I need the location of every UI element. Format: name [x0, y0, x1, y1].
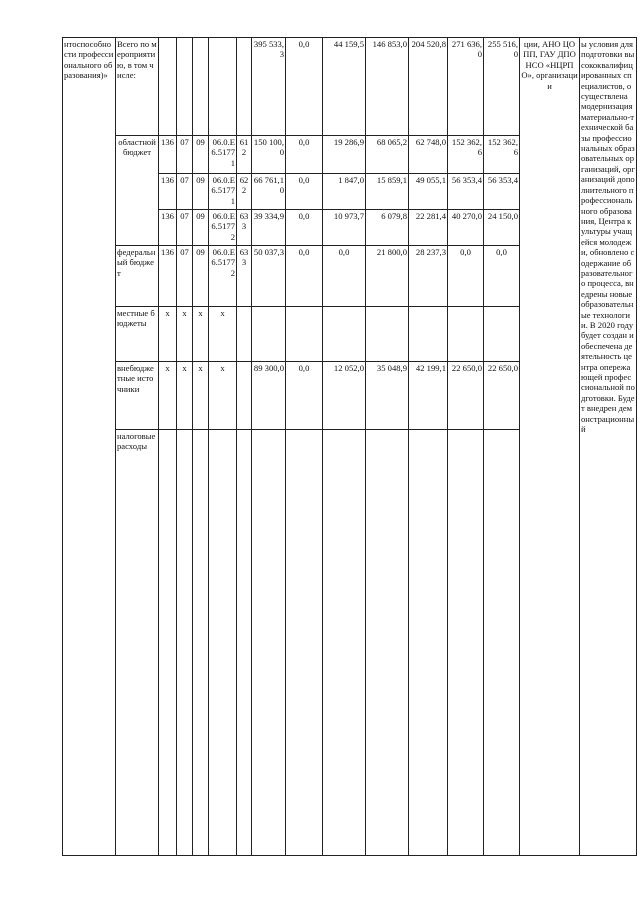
row-local: местные бюджеты x x x x — [63, 307, 637, 362]
budget-table — [62, 37, 637, 856]
cell-y3: 146 853,0 — [366, 38, 409, 136]
row-regional-1: областной бюджет 136 07 09 06.0.E6.51771 612 150 100,0 0,0 19 286,9 68 065,2 62 748,0 152 362,6 152 362,6 — [63, 136, 637, 174]
cell-y5: 271 636,0 — [448, 38, 484, 136]
source-tax: налоговые расходы — [116, 430, 159, 856]
cell-y6: 255 516,0 — [484, 38, 520, 136]
source-total: Всего по мероприятию, в том числе: — [116, 38, 159, 136]
result-cell: ы условия для подготовки высококвалифицированных специалистов, осуществлена модернизация материально-технической базы профессиональных образовательных организаций, организаций дополнительного профессионального образования, Центра культуры учащейся молодежи, обновлено содержание образовательного процесса, внедрены новые образовательные технологии. В 2020 году будет создан и обеспечена деятельность центра опережающей профессиональной подготовки. Будет внедрен демонстрационный — [580, 38, 637, 856]
measure-name-cell: нтоспособности профессионального образования)» — [63, 38, 116, 856]
cell-y1: 0,0 — [286, 38, 323, 136]
row-extrabudget: внебюджетные источники x x x x 89 300,0 0,0 12 052,0 35 048,9 42 199,1 22 650,0 22 650,0 — [63, 362, 637, 430]
row-total — [63, 38, 637, 136]
row-regional-3: 136 07 09 06.0.E6.51772 633 39 334,9 0,0 10 973,7 6 079,8 22 281,4 40 270,0 24 150,0 — [63, 210, 637, 246]
cell-y4: 204 520,8 — [409, 38, 448, 136]
source-local: местные бюджеты — [116, 307, 159, 362]
source-extrabudget: внебюджетные источники — [116, 362, 159, 430]
cell-total: 395 533,3 — [252, 38, 286, 136]
cell-y2: 44 159,5 — [323, 38, 366, 136]
responsible-cell: ции, АНО ЦОПП, ГАУ ДПО НСО «НЦРПО», организации — [520, 38, 580, 856]
source-federal: федеральный бюджет — [116, 246, 159, 307]
source-regional: областной бюджет — [116, 136, 159, 246]
row-regional-2: 136 07 09 06.0.E6.51771 622 66 761,10 0,0 1 847,0 15 859,1 49 055,1 56 353,4 56 353,4 — [63, 174, 637, 210]
row-federal: федеральный бюджет 136 07 09 06.0.E6.51772 633 50 037,3 0,0 0,0 21 800,0 28 237,3 0,0 0,0 — [63, 246, 637, 307]
